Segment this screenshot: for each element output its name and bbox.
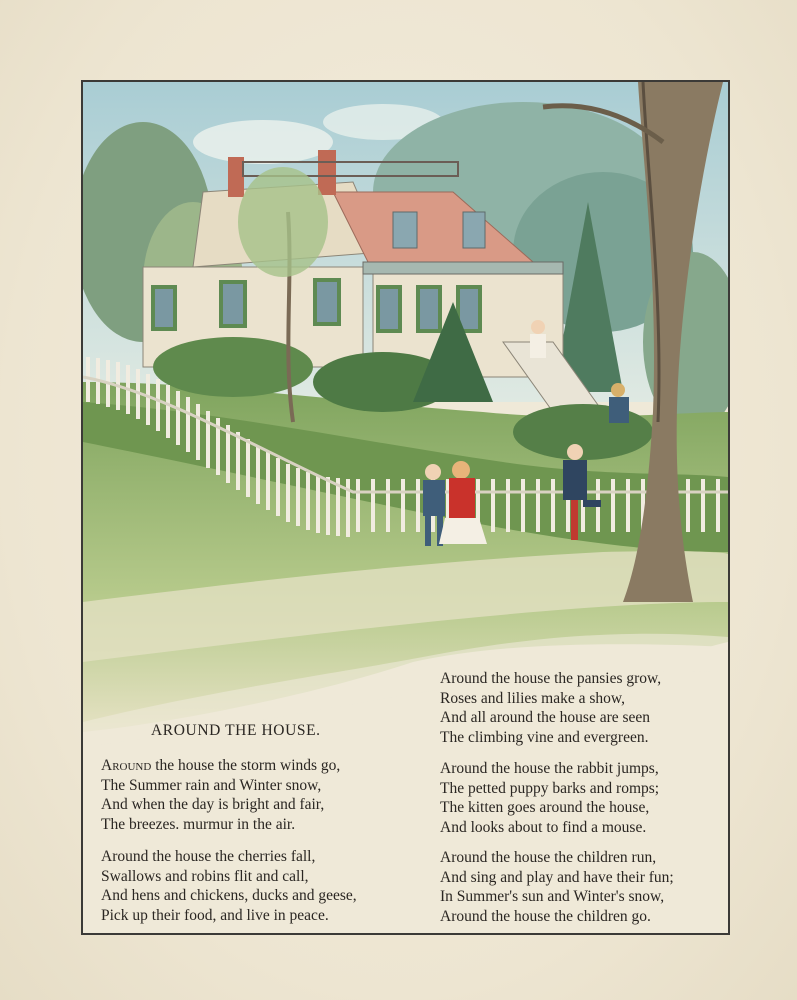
stanza-2-line-2: Swallows and robins flit and call,: [101, 867, 309, 885]
stanza-1-line-2: The Summer rain and Winter snow,: [101, 776, 322, 794]
poem-title: AROUND THE HOUSE.: [151, 722, 321, 739]
stanza-2: [101, 847, 357, 925]
stanza-5-line-3: In Summer's sun and Winter's snow,: [440, 888, 665, 905]
stanza-2-line-1: Around the house the cherries fall,: [101, 848, 316, 865]
stanza-4-line-2: The petted puppy barks and romps;: [440, 779, 660, 797]
stanza-3-line-2: Roses and lilies make a show,: [440, 689, 625, 707]
stanza-3-line-3: And all around the house are seen: [440, 709, 651, 726]
stanza-4-line-3: The kitten goes around the house,: [440, 799, 650, 816]
stanza-4-line-4: And looks about to find a mouse.: [440, 818, 647, 836]
stanza-4: [440, 759, 659, 837]
stanza-5: [440, 848, 674, 926]
stanza-4-line-1: Around the house the rabbit jumps,: [440, 760, 659, 777]
stanza-3-line-4: The climbing vine and evergreen.: [440, 728, 649, 746]
stanza-5-line-2: And sing and play and have their fun;: [440, 868, 674, 886]
stanza-3-line-1: Around the house the pansies grow,: [440, 670, 662, 687]
stanza-1-line-3: And when the day is bright and fair,: [101, 796, 325, 813]
stanza-3: [440, 669, 661, 747]
stanza-2-line-4: Pick up their food, and live in peace.: [101, 906, 329, 924]
stanza-1-line-4: The breezes. murmur in the air.: [101, 815, 296, 833]
illustration-frame: [81, 80, 730, 935]
stanza-2-line-3: And hens and chickens, ducks and geese,: [101, 887, 357, 904]
first-word: Around: [101, 757, 152, 774]
stanza-5-line-4: Around the house the children go.: [440, 907, 651, 925]
stanza-1: [101, 756, 340, 834]
stanza-1-line-1: Around the house the storm winds go,: [101, 757, 341, 774]
stanza-5-line-1: Around the house the children run,: [440, 849, 657, 866]
